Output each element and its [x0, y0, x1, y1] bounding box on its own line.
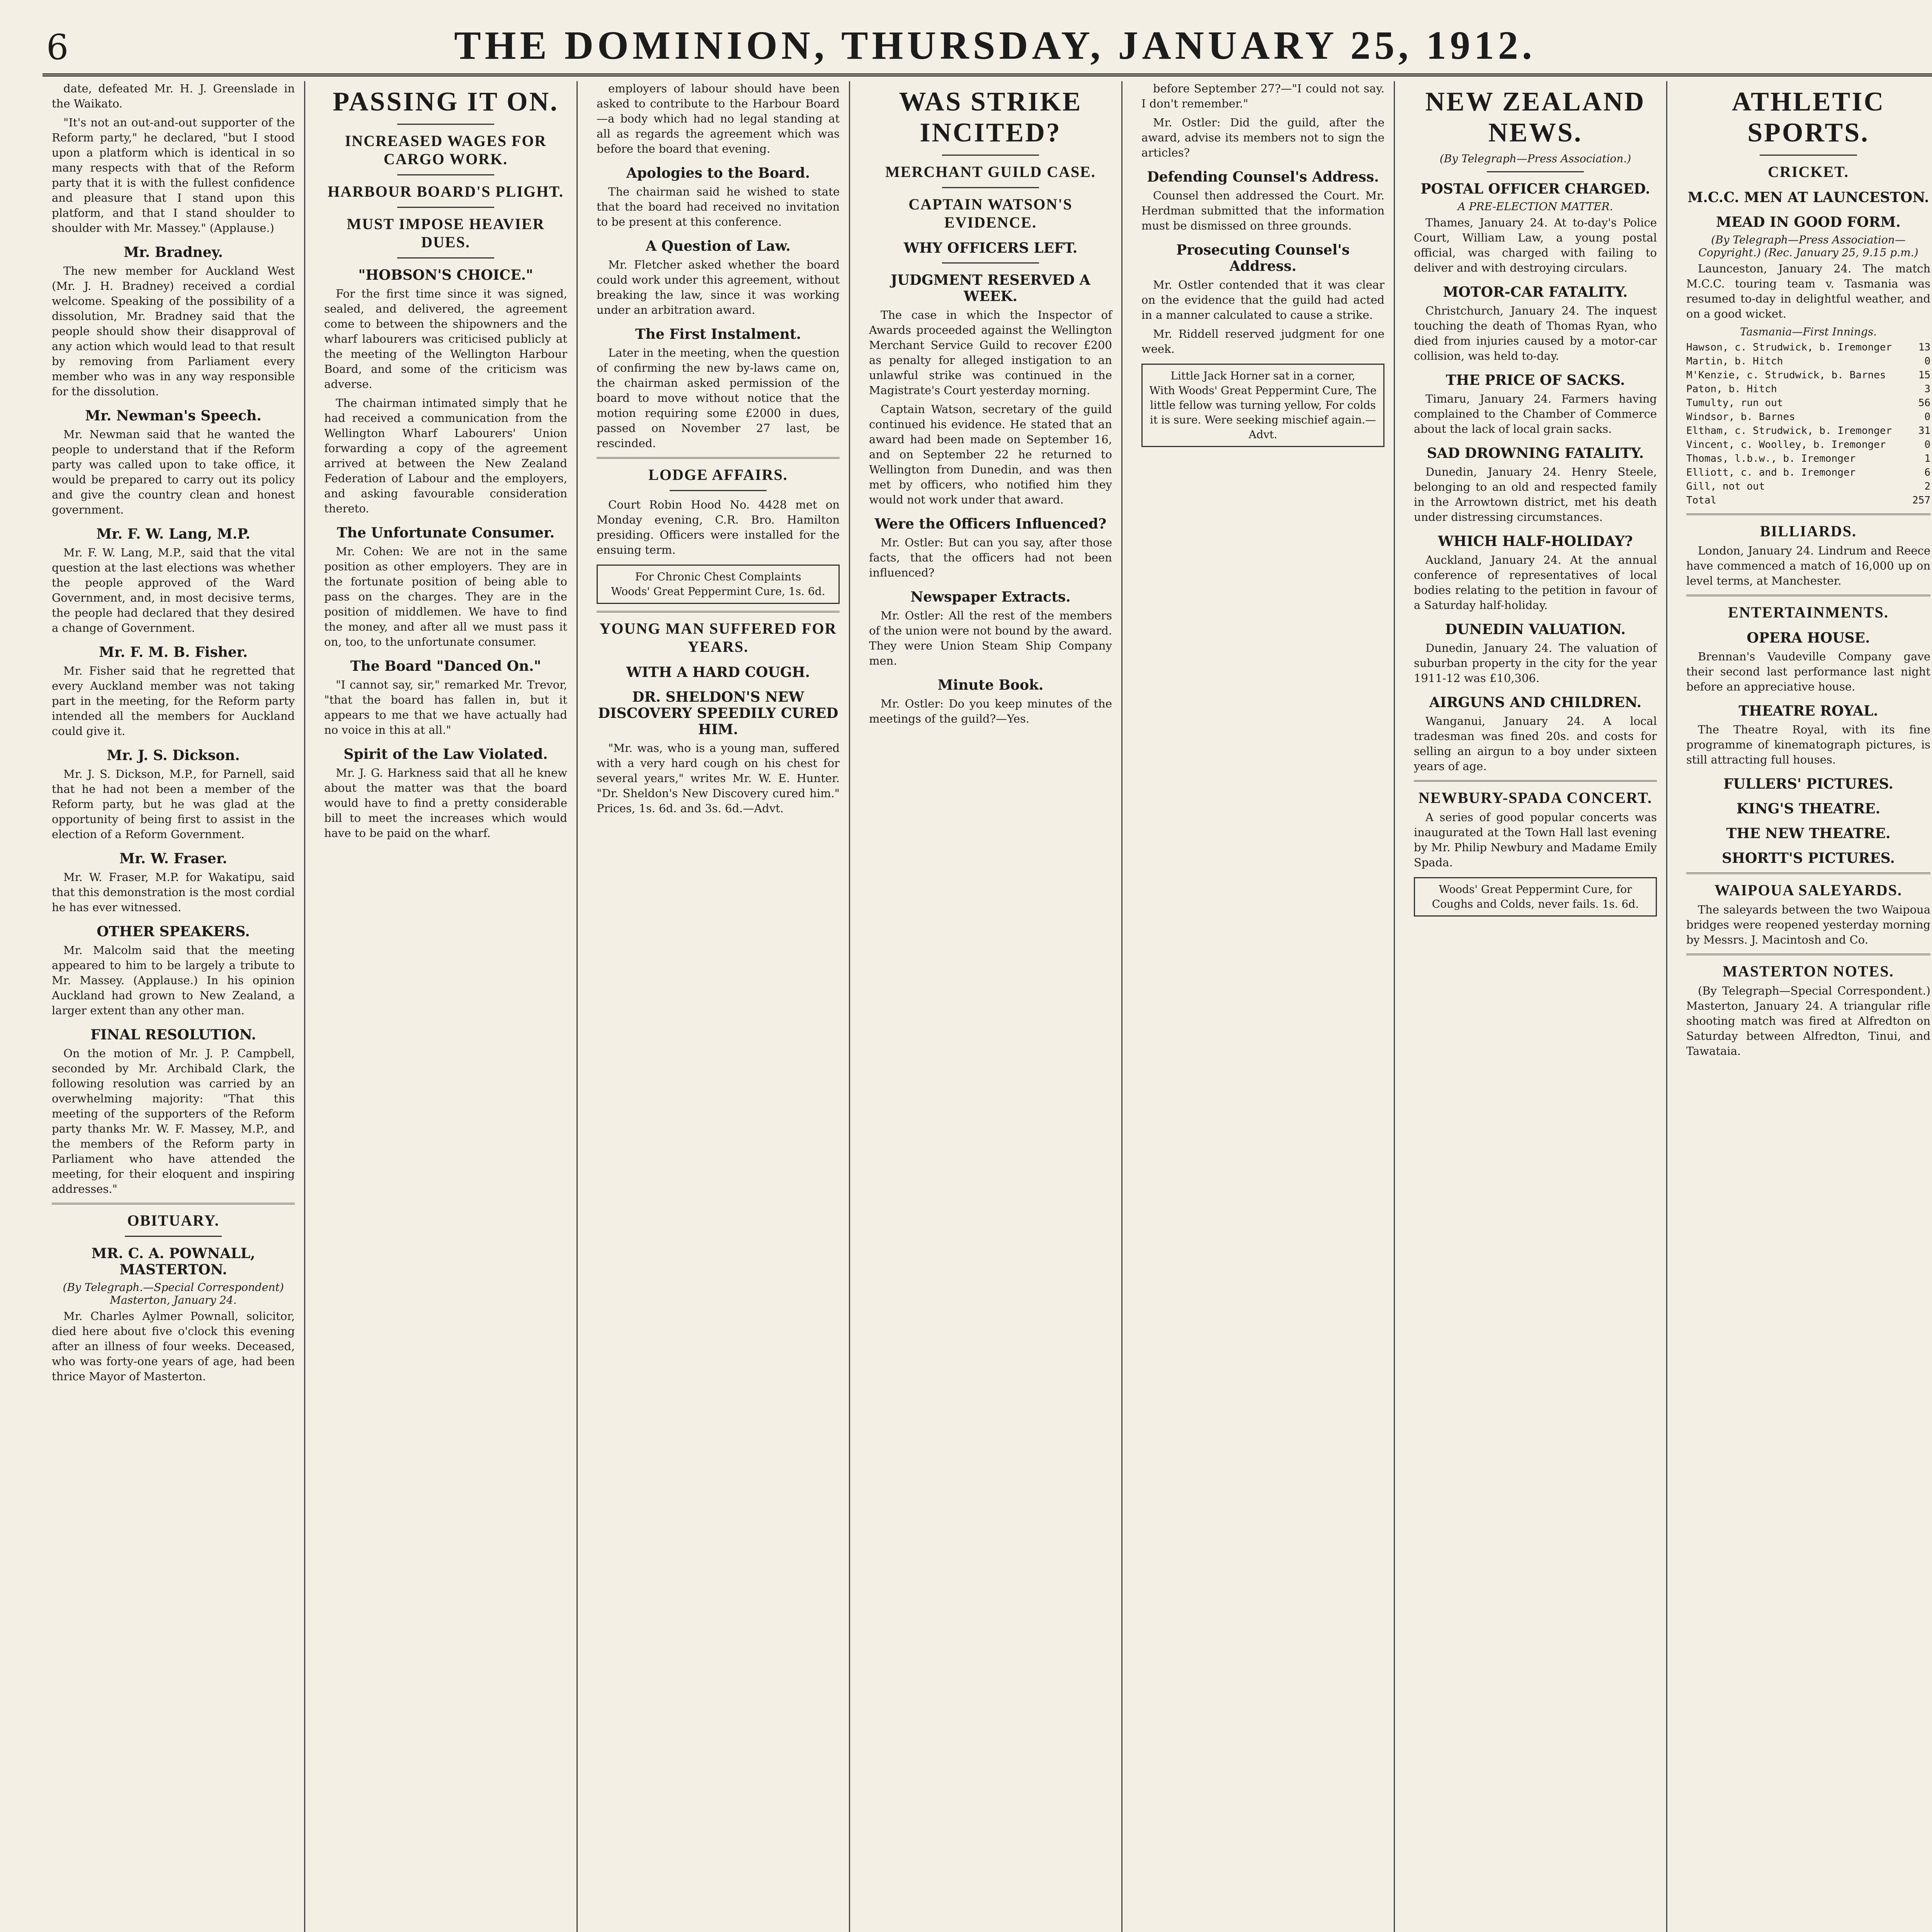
article-text: "Mr. was, who is a young man, suffered with a very hard cough on his chest for several years," writes Mr. W. E. Hunter. "Dr. Sheldon's New Discovery cured him." Prices, 1s. 6d. and 3s. 6d.—Advt. [597, 742, 840, 815]
obituary-heading: MR. C. A. POWNALL, MASTERTON. [91, 1245, 255, 1278]
article-text: Launceston, January 24. The match M.C.C. touring team v. Tasmania was resumed to-day in delightful weather, and on a good wicket. [1686, 262, 1930, 320]
runs: 6 [1924, 467, 1930, 478]
article-text: Mr. Fisher said that he regretted that every Auckland member was not taking part in the meeting, for the Reform party intended all the members for Auckland could give it. [52, 664, 295, 738]
subhead: AIRGUNS AND CHILDREN. [1429, 694, 1642, 711]
score-row [1686, 480, 1930, 493]
article-text: (By Telegraph—Special Correspondent.) Masterton, January 24. A triangular rifle shooting match was fired at Alfredton on Saturday between Alfredton, Tinui, and Tawataia. [1686, 984, 1930, 1058]
page-number: 6 [46, 27, 69, 68]
article-text: Mr. W. Fraser, M.P. for Wakatipu, said that this demonstration is the most cordial he has ever witnessed. [52, 871, 295, 914]
article-text: The chairman intimated simply that he had received a communication from the Wellington Wharf Labourers' Union forwarding a copy of the agreement arrived at between the New Zealand Federation of Labour and the employers, and asking favourable consideration thereto. [324, 396, 567, 515]
advertisement [597, 565, 840, 604]
article-text: employers of labour should have been asked to contribute to the Harbour Board —a body which had no legal standing at all as regards the agreement which was before the board that evening. [597, 82, 840, 155]
scorecard [1686, 340, 1930, 507]
score-row [1686, 493, 1930, 507]
divider [397, 257, 495, 259]
subhead: A Question of Law. [646, 238, 791, 254]
runs: 0 [1924, 439, 1930, 451]
article-text: Mr. Newman said that he wanted the people to understand that if the Reform party was called upon to take office, it would be prepared to carry out its policy and give the country clean and honest government. [52, 428, 295, 516]
batsman: Total [1686, 495, 1717, 506]
subhead: Mr. F. W. Lang, M.P. [96, 526, 250, 542]
headline: PASSING IT ON. [333, 87, 559, 117]
batsman: Martin, b. Hitch [1686, 355, 1783, 367]
section-heading: CRICKET. [1768, 163, 1849, 180]
article-text: Wanganui, January 24. A local tradesman was fined 20s. and costs for selling an airgun to a boy under sixteen years of age. [1414, 714, 1657, 773]
article-text: date, defeated Mr. H. J. Greenslade in the Waikato. [52, 82, 295, 110]
divider [597, 457, 840, 459]
runs: 3 [1924, 383, 1930, 395]
article-text: Brennan's Vaudeville Company gave their second last performance last night before an appreciative house. [1686, 650, 1930, 693]
advertisement [1141, 364, 1384, 447]
deck: A PRE-ELECTION MATTER. [1458, 200, 1613, 213]
column-6 [1405, 81, 1667, 1932]
runs: 257 [1912, 495, 1930, 506]
article-text: On the motion of Mr. J. P. Campbell, seconded by Mr. Archibald Clark, the following resolution was carried by an overwhelming majority: "That this meeting of the supporters of the Reform party thanks Mr. W. F. Massey, M.P., and the members of the Reform party in Parliament who have attended the meeting, for their eloquent and inspiring addresses." [52, 1047, 295, 1196]
subhead: The Unfortunate Consumer. [337, 525, 555, 541]
divider [1686, 954, 1930, 955]
batsman: Elliott, c. and b. Iremonger [1686, 467, 1856, 478]
column-1 [43, 81, 305, 1932]
batsman: Thomas, l.b.w., b. Iremonger [1686, 453, 1856, 464]
runs: 0 [1924, 411, 1930, 423]
ad-subhead: WITH A HARD COUGH. [626, 664, 810, 680]
article-text: Counsel then addressed the Court. Mr. Herdman submitted that the information must be dismissed on three grounds. [1141, 189, 1384, 232]
deck: JUDGMENT RESERVED A WEEK. [891, 272, 1090, 304]
article-text: Mr. Ostler: Did the guild, after the award, advise its members not to sign the articles? [1141, 116, 1384, 159]
article-text: Mr. Riddell reserved judgment for one week. [1141, 327, 1384, 355]
advertisement [1414, 877, 1657, 917]
divider [397, 174, 495, 175]
article-text: The saleyards between the two Waipoua bridges were reopened yesterday morning by Messrs. J. Macintosh and Co. [1686, 903, 1930, 946]
article-text: The Theatre Royal, with its fine programme of kinematograph pictures, is still attracting full houses. [1686, 723, 1930, 766]
divider [1760, 155, 1857, 156]
divider [397, 207, 495, 208]
dateline: (By Telegraph.—Special Correspondent) Masterton, January 24. [63, 1281, 284, 1306]
masthead-title: THE DOMINION, THURSDAY, JANUARY 25, 1912. [454, 23, 1536, 68]
article-text: London, January 24. Lindrum and Reece have commenced a match of 16,000 up on level terms, at Manchester. [1686, 544, 1930, 587]
deck: M.C.C. MEN AT LAUNCESTON. [1687, 189, 1929, 206]
subhead: Defending Counsel's Address. [1147, 169, 1379, 185]
article-text: "I cannot say, sir," remarked Mr. Trevor, "that the board has fallen in, but it appears to me that we have actually had no voice in this at all." [324, 678, 567, 736]
batsman: Gill, not out [1686, 481, 1765, 492]
deck: HARBOUR BOARD'S PLIGHT. [328, 183, 564, 200]
article-text: Dunedin, January 24. The valuation of suburban property in the city for the year 1911-12 was £10,306. [1414, 641, 1657, 685]
score-row [1686, 340, 1930, 354]
batsman: Paton, b. Hitch [1686, 383, 1777, 395]
ad-headline: YOUNG MAN SUFFERED FOR YEARS. [599, 620, 837, 655]
runs: 2 [1924, 481, 1930, 492]
section-heading: MASTERTON NOTES. [1723, 963, 1894, 980]
subhead: Newspaper Extracts. [910, 589, 1071, 605]
column-7 [1677, 81, 1932, 1932]
article-text: Later in the meeting, when the question of confirming the new by-laws came on, the chairman asked permission of the board to move without notice that the motion requiring some £2000 in dues, passed on November 27 last, be rescinded. [597, 346, 840, 450]
article-text: Timaru, January 24. Farmers having complained to the Chamber of Commerce about the lack of local grain sacks. [1414, 392, 1657, 435]
article-text: The chairman said he wished to state that the board had received no invitation to be present at this conference. [597, 185, 840, 228]
divider [52, 1203, 295, 1204]
headline: WAS STRIKE INCITED? [899, 87, 1082, 148]
section-heading: OBITUARY. [127, 1212, 219, 1229]
subhead: FINAL RESOLUTION. [90, 1027, 256, 1043]
article-text: Captain Watson, secretary of the guild continued his evidence. He stated that an award had been made on September 16, and on September 22 he returned to Wellington from Dunedin, and was then met by officers, who notified him they would not work under that award. [869, 403, 1112, 506]
article-text: The case in which the Inspector of Awards proceeded against the Wellington Merchant Service Guild to recover £200 as penalty for alleged instigation to an unlawful strike was continued in the Magistrate's Court yesterday morning. [869, 308, 1112, 397]
subhead: Prosecuting Counsel's Address. [1176, 242, 1350, 274]
runs: 31 [1918, 425, 1930, 437]
divider [942, 155, 1039, 156]
headline: NEW ZEALAND NEWS. [1425, 87, 1646, 148]
subhead: Spirit of the Law Violated. [344, 746, 548, 762]
article-text: The new member for Auckland West (Mr. J. H. Bradney) received a cordial welcome. Speaking of the possibility of a dissolution, Mr. Bradney said that the people should show their disapproval of any action which would lead to that result by removing from Parliament every member who was in any way responsible for the dissolution. [52, 264, 295, 398]
article-text: Christchurch, January 24. The inquest touching the death of Thomas Ryan, who died from injuries caused by a motor-car collision, was held to-day. [1414, 304, 1657, 362]
ad-subhead: DR. SHELDON'S NEW DISCOVERY SPEEDILY CURED HIM. [598, 689, 838, 738]
divider [597, 611, 840, 612]
ad-body: With Woods' Great Peppermint Cure, The little fellow was turning yellow, For colds it is sure. Were seeking mischief again.—Advt. [1149, 384, 1377, 441]
ad-body: Coughs and Colds, never fails. 1s. 6d. [1432, 898, 1639, 910]
subhead: Mr. Newman's Speech. [85, 408, 262, 424]
article-text: Court Robin Hood No. 4428 met on Monday evening, C.R. Bro. Hamilton presiding. Officers were installed for the ensuing term. [597, 498, 840, 556]
score-row [1686, 466, 1930, 480]
divider [125, 1236, 222, 1237]
runs: 0 [1924, 355, 1930, 367]
score-row [1686, 368, 1930, 382]
subhead: KING'S THEATRE. [1736, 801, 1881, 817]
divider [670, 490, 767, 491]
column-2 [315, 81, 578, 1932]
score-row [1686, 382, 1930, 396]
runs: 1 [1924, 453, 1930, 464]
article-text: before September 27?—"I could not say. I don't remember." [1141, 82, 1384, 110]
subhead: SHORTT'S PICTURES. [1722, 850, 1895, 866]
article-text: A series of good popular concerts was inaugurated at the Town Hall last evening by Mr. Philip Newbury and Madame Emily Spada. [1414, 811, 1657, 869]
column-5 [1132, 81, 1395, 1932]
subhead: POSTAL OFFICER CHARGED. [1420, 181, 1650, 197]
score-heading: Tasmania—First Innings. [1740, 325, 1877, 338]
section-heading: LODGE AFFAIRS. [648, 466, 788, 483]
subhead: OTHER SPEAKERS. [97, 923, 250, 940]
ad-heading: For Chronic Chest Complaints [635, 570, 801, 583]
column-4 [860, 81, 1122, 1932]
article-text: For the first time since it was signed, sealed, and delivered, the agreement come to between the shipowners and the wharf labourers was criticised publicly at the meeting of the Wellington Harbour Board, and some of the criticism was adverse. [324, 287, 567, 391]
article-text: "It's not an out-and-out supporter of the Reform party," he declared, "but I stood upon a platform which is identical in so many respects with that of the Reform party that it is with the fullest confidence and pleasure that I stand upon this platform, and that I stand shoulder to shoulder with Mr. Massey." (Applause.) [52, 116, 295, 235]
ad-body: Woods' Great Peppermint Cure, 1s. 6d. [611, 585, 825, 598]
column-3 [587, 81, 850, 1932]
section-heading: ENTERTAINMENTS. [1728, 604, 1889, 621]
batsman: Tumulty, run out [1686, 397, 1783, 409]
section-heading: WAIPOUA SALEYARDS. [1714, 881, 1902, 899]
subhead: Minute Book. [937, 677, 1044, 693]
runs: 56 [1918, 397, 1930, 409]
article-text: Mr. F. W. Lang, M.P., said that the vital question at the last elections was whether the people approved of the Ward Government, and, in most decisive terms, the people had declared that they desired a change of Government. [52, 546, 295, 634]
article-text: Mr. J. G. Harkness said that all he knew about the matter was that the board would have to find a pretty considerable bill to meet the increases which would have to be paid on the wharf. [324, 766, 567, 840]
section-heading: BILLIARDS. [1760, 522, 1857, 540]
byline: (By Telegraph—Press Association.) [1439, 152, 1631, 165]
deck: "HOBSON'S CHOICE." [358, 267, 533, 283]
subhead: THE NEW THEATRE. [1726, 825, 1891, 842]
deck: WHY OFFICERS LEFT. [903, 240, 1078, 256]
columns [43, 81, 1932, 1932]
byline: (By Telegraph—Press Association—Copyright.) (Rec. January 25, 9.15 p.m.) [1698, 233, 1918, 259]
score-row [1686, 396, 1930, 410]
score-row [1686, 410, 1930, 424]
subhead: The First Instalment. [635, 326, 801, 342]
batsman: Hawson, c. Strudwick, b. Iremonger [1686, 342, 1892, 353]
subhead: Mr. W. Fraser. [119, 850, 228, 867]
subhead: FULLERS' PICTURES. [1723, 776, 1893, 792]
divider [942, 187, 1039, 188]
subhead: Mr. J. S. Dickson. [107, 747, 240, 764]
batsman: Vincent, c. Woolley, b. Iremonger [1686, 439, 1886, 451]
article-text: Mr. Fletcher asked whether the board could work under this agreement, without breaking the law, since it was working under an arbitration award. [597, 258, 840, 316]
subhead: Mr. F. M. B. Fisher. [99, 644, 248, 660]
subhead: OPERA HOUSE. [1747, 630, 1870, 646]
subhead: The Board "Danced On." [350, 658, 541, 674]
divider [1414, 780, 1657, 782]
article-text: Mr. Ostler contended that it was clear on the evidence that the guild had acted in a manner calculated to cause a strike. [1141, 278, 1384, 321]
score-row [1686, 438, 1930, 452]
batsman: Windsor, b. Barnes [1686, 411, 1795, 423]
ad-heading: Little Jack Horner sat in a corner, [1170, 369, 1355, 382]
headline: ATHLETIC SPORTS. [1731, 87, 1885, 148]
batsman: M'Kenzie, c. Strudwick, b. Barnes [1686, 369, 1886, 381]
subhead: THEATRE ROYAL. [1738, 703, 1878, 719]
batsman: Eltham, c. Strudwick, b. Iremonger [1686, 425, 1892, 437]
deck: CAPTAIN WATSON'S EVIDENCE. [908, 196, 1073, 231]
subhead: Apologies to the Board. [626, 165, 810, 181]
article-text: Auckland, January 24. At the annual conference of representatives of local bodies relating to the petition in favour of a Saturday half-holiday. [1414, 553, 1657, 612]
article-text: Mr. Ostler: But can you say, after those facts, that the officers had not been influenced? [869, 536, 1112, 579]
article-text: Mr. Ostler: Do you keep minutes of the meetings of the guild?—Yes. [869, 697, 1112, 725]
deck: INCREASED WAGES FOR CARGO WORK. [345, 132, 547, 168]
deck: MUST IMPOSE HEAVIER DUES. [347, 215, 545, 251]
subhead: DUNEDIN VALUATION. [1445, 621, 1626, 638]
subhead: MOTOR-CAR FATALITY. [1443, 284, 1628, 300]
divider [942, 262, 1039, 264]
article-text: Mr. Malcolm said that the meeting appeared to him to be largely a tribute to Mr. Massey. (Applause.) In his opinion Auckland had grown to New Zealand, a larger extent than any other man. [52, 944, 295, 1017]
subhead: WHICH HALF-HOLIDAY? [1438, 533, 1633, 549]
divider [1686, 595, 1930, 596]
divider [1686, 514, 1930, 515]
article-text: Mr. Charles Aylmer Pownall, solicitor, died here about five o'clock this evening after an illness of four weeks. Deceased, who was forty-one years of age, had been thrice Mayor of Masterton. [52, 1310, 295, 1383]
score-row [1686, 452, 1930, 466]
divider [397, 124, 495, 125]
score-row [1686, 354, 1930, 368]
article-text: Mr. Ostler: All the rest of the members of the union were not bound by the award. They were Union Steam Ship Company men. [869, 609, 1112, 667]
section-heading: NEWBURY-SPADA CONCERT. [1418, 789, 1652, 806]
masthead [43, 15, 1932, 77]
subhead: SAD DROWNING FATALITY. [1427, 445, 1644, 461]
runs: 15 [1918, 369, 1930, 381]
deck: MEAD IN GOOD FORM. [1716, 214, 1901, 230]
article-text: Mr. Cohen: We are not in the same position as other employers. They are in the fortunate position of being able to pass on the charges. They are in the position of middlemen. We have to find the money, and after all we must pass it on, too, to the unfortunate consumer. [324, 545, 567, 648]
ad-heading: Woods' Great Peppermint Cure, for [1439, 883, 1632, 896]
divider [1487, 171, 1584, 172]
subhead: Were the Officers Influenced? [874, 516, 1107, 532]
subhead: THE PRICE OF SACKS. [1446, 372, 1625, 388]
subhead: Mr. Bradney. [124, 244, 223, 260]
deck: MERCHANT GUILD CASE. [885, 163, 1096, 180]
article-text: Mr. J. S. Dickson, M.P., for Parnell, said that he had not been a member of the Reform party, but he was glad at the opportunity of being first to assist in the election of a Reform Government. [52, 767, 295, 841]
score-row [1686, 424, 1930, 438]
runs: 13 [1918, 342, 1930, 353]
divider [1686, 872, 1930, 874]
article-text: Dunedin, January 24. Henry Steele, belonging to an old and respected family in the Arrowtown district, met his death under distressing circumstances. [1414, 465, 1657, 524]
article-text: Thames, January 24. At to-day's Police Court, William Law, a young postal official, was charged with failing to deliver and with destroying circulars. [1414, 216, 1657, 274]
